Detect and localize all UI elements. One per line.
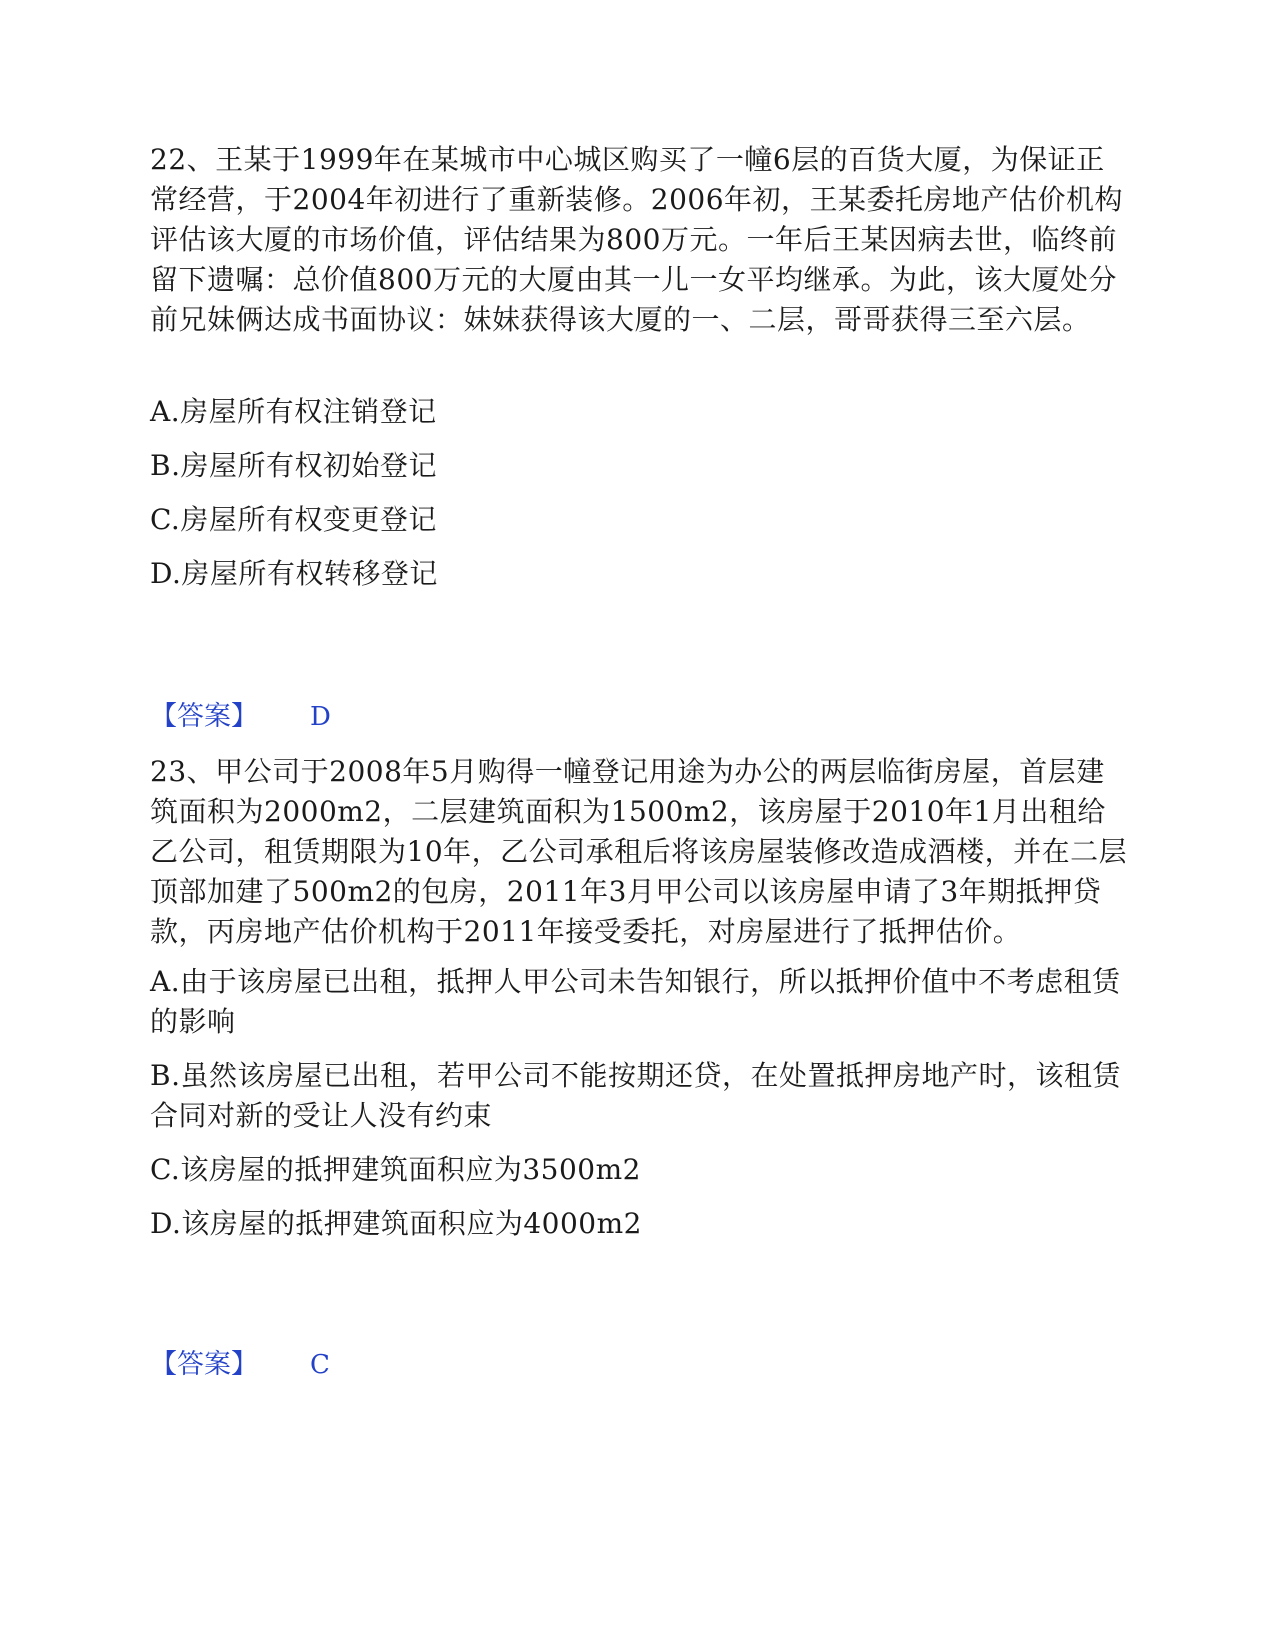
- question-22-option-b: B.房屋所有权初始登记: [150, 449, 437, 482]
- question-23-option-b: B.虽然该房屋已出租，若甲公司不能按期还贷，在处置抵押房地产时，该租赁合同对新的受让人没有约束: [150, 1059, 1121, 1132]
- question-22-option-a: A.房屋所有权注销登记: [150, 395, 437, 428]
- question-23-option-c: C.该房屋的抵押建筑面积应为3500m2: [150, 1153, 641, 1186]
- answer-value: C: [310, 1350, 330, 1380]
- question-22-options: [150, 392, 1130, 594]
- answer-value: D: [310, 702, 331, 732]
- question-23-option-a: A.由于该房屋已出租，抵押人甲公司未告知银行，所以抵押价值中不考虑租赁的影响: [150, 965, 1121, 1038]
- question-23-option-d: D.该房屋的抵押建筑面积应为4000m2: [150, 1207, 642, 1240]
- answer-label: 【答案】: [150, 701, 258, 732]
- question-23-stem: 23、甲公司于2008年5月购得一幢登记用途为办公的两层临街房屋，首层建筑面积为2000m2，二层建筑面积为1500m2，该房屋于2010年1月出租给乙公司，租赁期限为10年，乙公司承租后将该房屋装修改造成酒楼，并在二层顶部加建了500m2的包房，2011年3月甲公司以该房屋申请了3年期抵押贷款，丙房地产估价机构于2011年接受委托，对房屋进行了抵押估价。: [150, 755, 1128, 948]
- document-page: [150, 0, 1130, 1650]
- question-22-option-d: D.房屋所有权转移登记: [150, 557, 438, 590]
- question-22-answer: [150, 696, 331, 736]
- question-23-answer: [150, 1344, 330, 1384]
- question-22-option-c: C.房屋所有权变更登记: [150, 503, 437, 536]
- answer-label: 【答案】: [150, 1349, 258, 1380]
- question-22-stem: 22、王某于1999年在某城市中心城区购买了一幢6层的百货大厦，为保证正常经营，于2004年初进行了重新装修。2006年初，王某委托房地产估价机构评估该大厦的市场价值，评估结果为800万元。一年后王某因病去世，临终前留下遗嘱：总价值800万元的大厦由其一儿一女平均继承。为此，该大厦处分前兄妹俩达成书面协议：妹妹获得该大厦的一、二层，哥哥获得三至六层。: [150, 143, 1124, 336]
- question-23-options: [150, 962, 1130, 1244]
